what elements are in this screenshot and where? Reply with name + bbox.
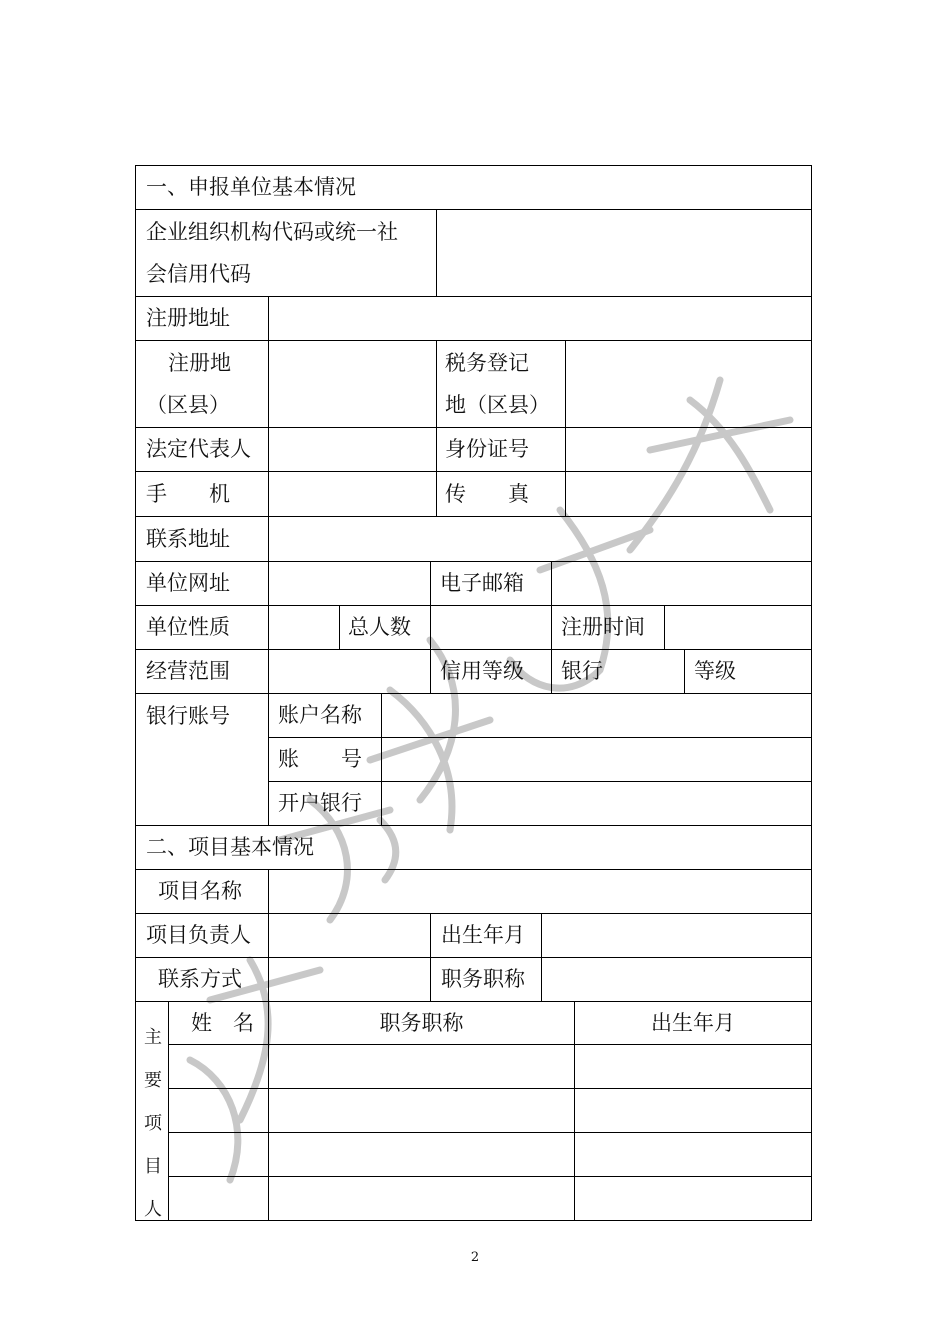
contact-label: 联系方式 xyxy=(158,967,242,991)
leader-title-value-cell[interactable] xyxy=(541,957,811,1001)
people-row-4-title[interactable] xyxy=(268,1176,574,1220)
contact-address-label-cell xyxy=(135,516,268,561)
opening-bank-value-cell[interactable] xyxy=(381,781,811,825)
tax-reg-label-line2: 地（区县） xyxy=(445,393,550,417)
people-row-2-name[interactable] xyxy=(168,1088,268,1132)
account-no-value-cell[interactable] xyxy=(381,737,811,781)
people-row-3-name[interactable] xyxy=(168,1132,268,1176)
total-staff-label: 总人数 xyxy=(348,615,411,639)
mobile-label: 手 机 xyxy=(146,482,230,506)
tax-reg-label-cell xyxy=(436,340,565,427)
fax-value-cell[interactable] xyxy=(565,471,811,516)
people-row-1-birth[interactable] xyxy=(574,1044,811,1088)
table-bottom-border xyxy=(135,1220,812,1221)
leader-birth-label-cell xyxy=(430,913,541,957)
col-title-header: 职务职称 xyxy=(379,1011,464,1035)
reg-time-label-cell xyxy=(551,605,664,649)
section1-heading-cell xyxy=(135,165,811,209)
account-name-label: 账户名称 xyxy=(278,703,362,727)
org-code-label-cell xyxy=(135,209,436,296)
col-birth-header: 出生年月 xyxy=(651,1011,735,1035)
people-row-3-title[interactable] xyxy=(268,1132,574,1176)
main-people-label-cell xyxy=(135,1001,168,1220)
org-code-label-line2: 会信用代码 xyxy=(146,262,251,286)
table-right-border xyxy=(811,165,812,1220)
tax-reg-label-line1: 税务登记 xyxy=(445,351,529,375)
legal-rep-label-cell xyxy=(135,427,268,471)
mobile-value-cell[interactable] xyxy=(268,471,436,516)
email-label-cell xyxy=(430,561,551,605)
credit-level-label-cell xyxy=(430,649,551,693)
id-number-value-cell[interactable] xyxy=(565,427,811,471)
website-label: 单位网址 xyxy=(146,571,230,595)
reg-address-label-cell xyxy=(135,296,268,340)
reg-place-label-line1: 注册地 xyxy=(168,351,231,375)
reg-address-label: 注册地址 xyxy=(146,306,230,330)
people-row-3-birth[interactable] xyxy=(574,1132,811,1176)
col-name-header-cell xyxy=(168,1001,268,1044)
reg-place-label-cell xyxy=(135,340,268,427)
reg-address-value-cell[interactable] xyxy=(268,296,811,340)
contact-value-cell[interactable] xyxy=(268,957,430,1001)
contact-address-value-cell[interactable] xyxy=(268,516,811,561)
contact-address-label: 联系地址 xyxy=(146,527,230,551)
leader-birth-label: 出生年月 xyxy=(441,923,525,947)
bank-label: 银行 xyxy=(561,659,603,683)
org-code-value-cell[interactable] xyxy=(436,209,811,296)
leader-title-label-cell xyxy=(430,957,541,1001)
unit-nature-label-cell xyxy=(135,605,268,649)
unit-nature-label: 单位性质 xyxy=(146,615,230,639)
main-people-char-1: 主 xyxy=(144,1027,162,1048)
col-title-header-cell xyxy=(268,1001,574,1044)
col-birth-header-cell xyxy=(574,1001,811,1044)
reg-place-label-line2: （区县） xyxy=(146,393,230,417)
org-code-label-line1: 企业组织机构代码或统一社 xyxy=(146,220,398,244)
people-row-4-name[interactable] xyxy=(168,1176,268,1220)
leader-title-label: 职务职称 xyxy=(441,967,525,991)
website-value-cell[interactable] xyxy=(268,561,430,605)
fax-label-cell xyxy=(436,471,565,516)
business-scope-label-cell xyxy=(135,649,268,693)
total-staff-label-cell xyxy=(339,605,430,649)
reg-time-value-cell[interactable] xyxy=(664,605,811,649)
project-name-value-cell[interactable] xyxy=(268,869,811,913)
id-number-label: 身份证号 xyxy=(445,437,529,461)
mobile-label-cell xyxy=(135,471,268,516)
reg-place-value-cell[interactable] xyxy=(268,340,436,427)
main-people-char-2: 要 xyxy=(144,1070,162,1091)
grade-label-cell xyxy=(684,649,811,693)
section2-heading-cell xyxy=(135,825,811,869)
people-row-1-title[interactable] xyxy=(268,1044,574,1088)
people-row-2-birth[interactable] xyxy=(574,1088,811,1132)
main-people-char-5: 人 xyxy=(144,1199,162,1220)
tax-reg-value-cell[interactable] xyxy=(565,340,811,427)
legal-rep-label: 法定代表人 xyxy=(146,437,251,461)
project-leader-label-cell xyxy=(135,913,268,957)
bank-account-label-cell xyxy=(135,693,268,825)
email-value-cell[interactable] xyxy=(551,561,811,605)
people-row-1-name[interactable] xyxy=(168,1044,268,1088)
id-number-label-cell xyxy=(436,427,565,471)
leader-birth-value-cell[interactable] xyxy=(541,913,811,957)
credit-level-label: 信用等级 xyxy=(440,659,524,683)
email-label: 电子邮箱 xyxy=(440,571,524,595)
project-leader-value-cell[interactable] xyxy=(268,913,430,957)
opening-bank-label-cell xyxy=(268,781,381,825)
contact-label-cell xyxy=(135,957,268,1001)
grade-label: 等级 xyxy=(694,659,736,683)
bank-label-cell xyxy=(551,649,684,693)
section2-heading: 二、项目基本情况 xyxy=(146,835,314,859)
project-leader-label: 项目负责人 xyxy=(146,923,251,947)
opening-bank-label: 开户银行 xyxy=(278,791,362,815)
account-name-value-cell[interactable] xyxy=(381,693,811,737)
people-row-2-title[interactable] xyxy=(268,1088,574,1132)
legal-rep-value-cell[interactable] xyxy=(268,427,436,471)
account-no-label-cell xyxy=(268,737,381,781)
main-people-char-3: 项 xyxy=(144,1113,162,1134)
fax-label: 传 真 xyxy=(445,482,529,506)
account-name-label-cell xyxy=(268,693,381,737)
section1-heading: 一、申报单位基本情况 xyxy=(146,175,356,199)
page-number: 2 xyxy=(470,1250,480,1265)
bank-account-label: 银行账号 xyxy=(146,704,230,728)
people-row-4-birth[interactable] xyxy=(574,1176,811,1220)
project-name-label: 项目名称 xyxy=(158,879,242,903)
project-name-label-cell xyxy=(135,869,268,913)
col-name-header: 姓 名 xyxy=(191,1011,254,1035)
main-people-char-4: 目 xyxy=(144,1156,162,1177)
total-staff-value-cell[interactable] xyxy=(430,605,551,649)
business-scope-value-cell[interactable] xyxy=(268,649,430,693)
reg-time-label: 注册时间 xyxy=(561,615,645,639)
business-scope-label: 经营范围 xyxy=(146,659,230,683)
unit-nature-value-cell[interactable] xyxy=(268,605,339,649)
account-no-label: 账 号 xyxy=(278,747,362,771)
website-label-cell xyxy=(135,561,268,605)
